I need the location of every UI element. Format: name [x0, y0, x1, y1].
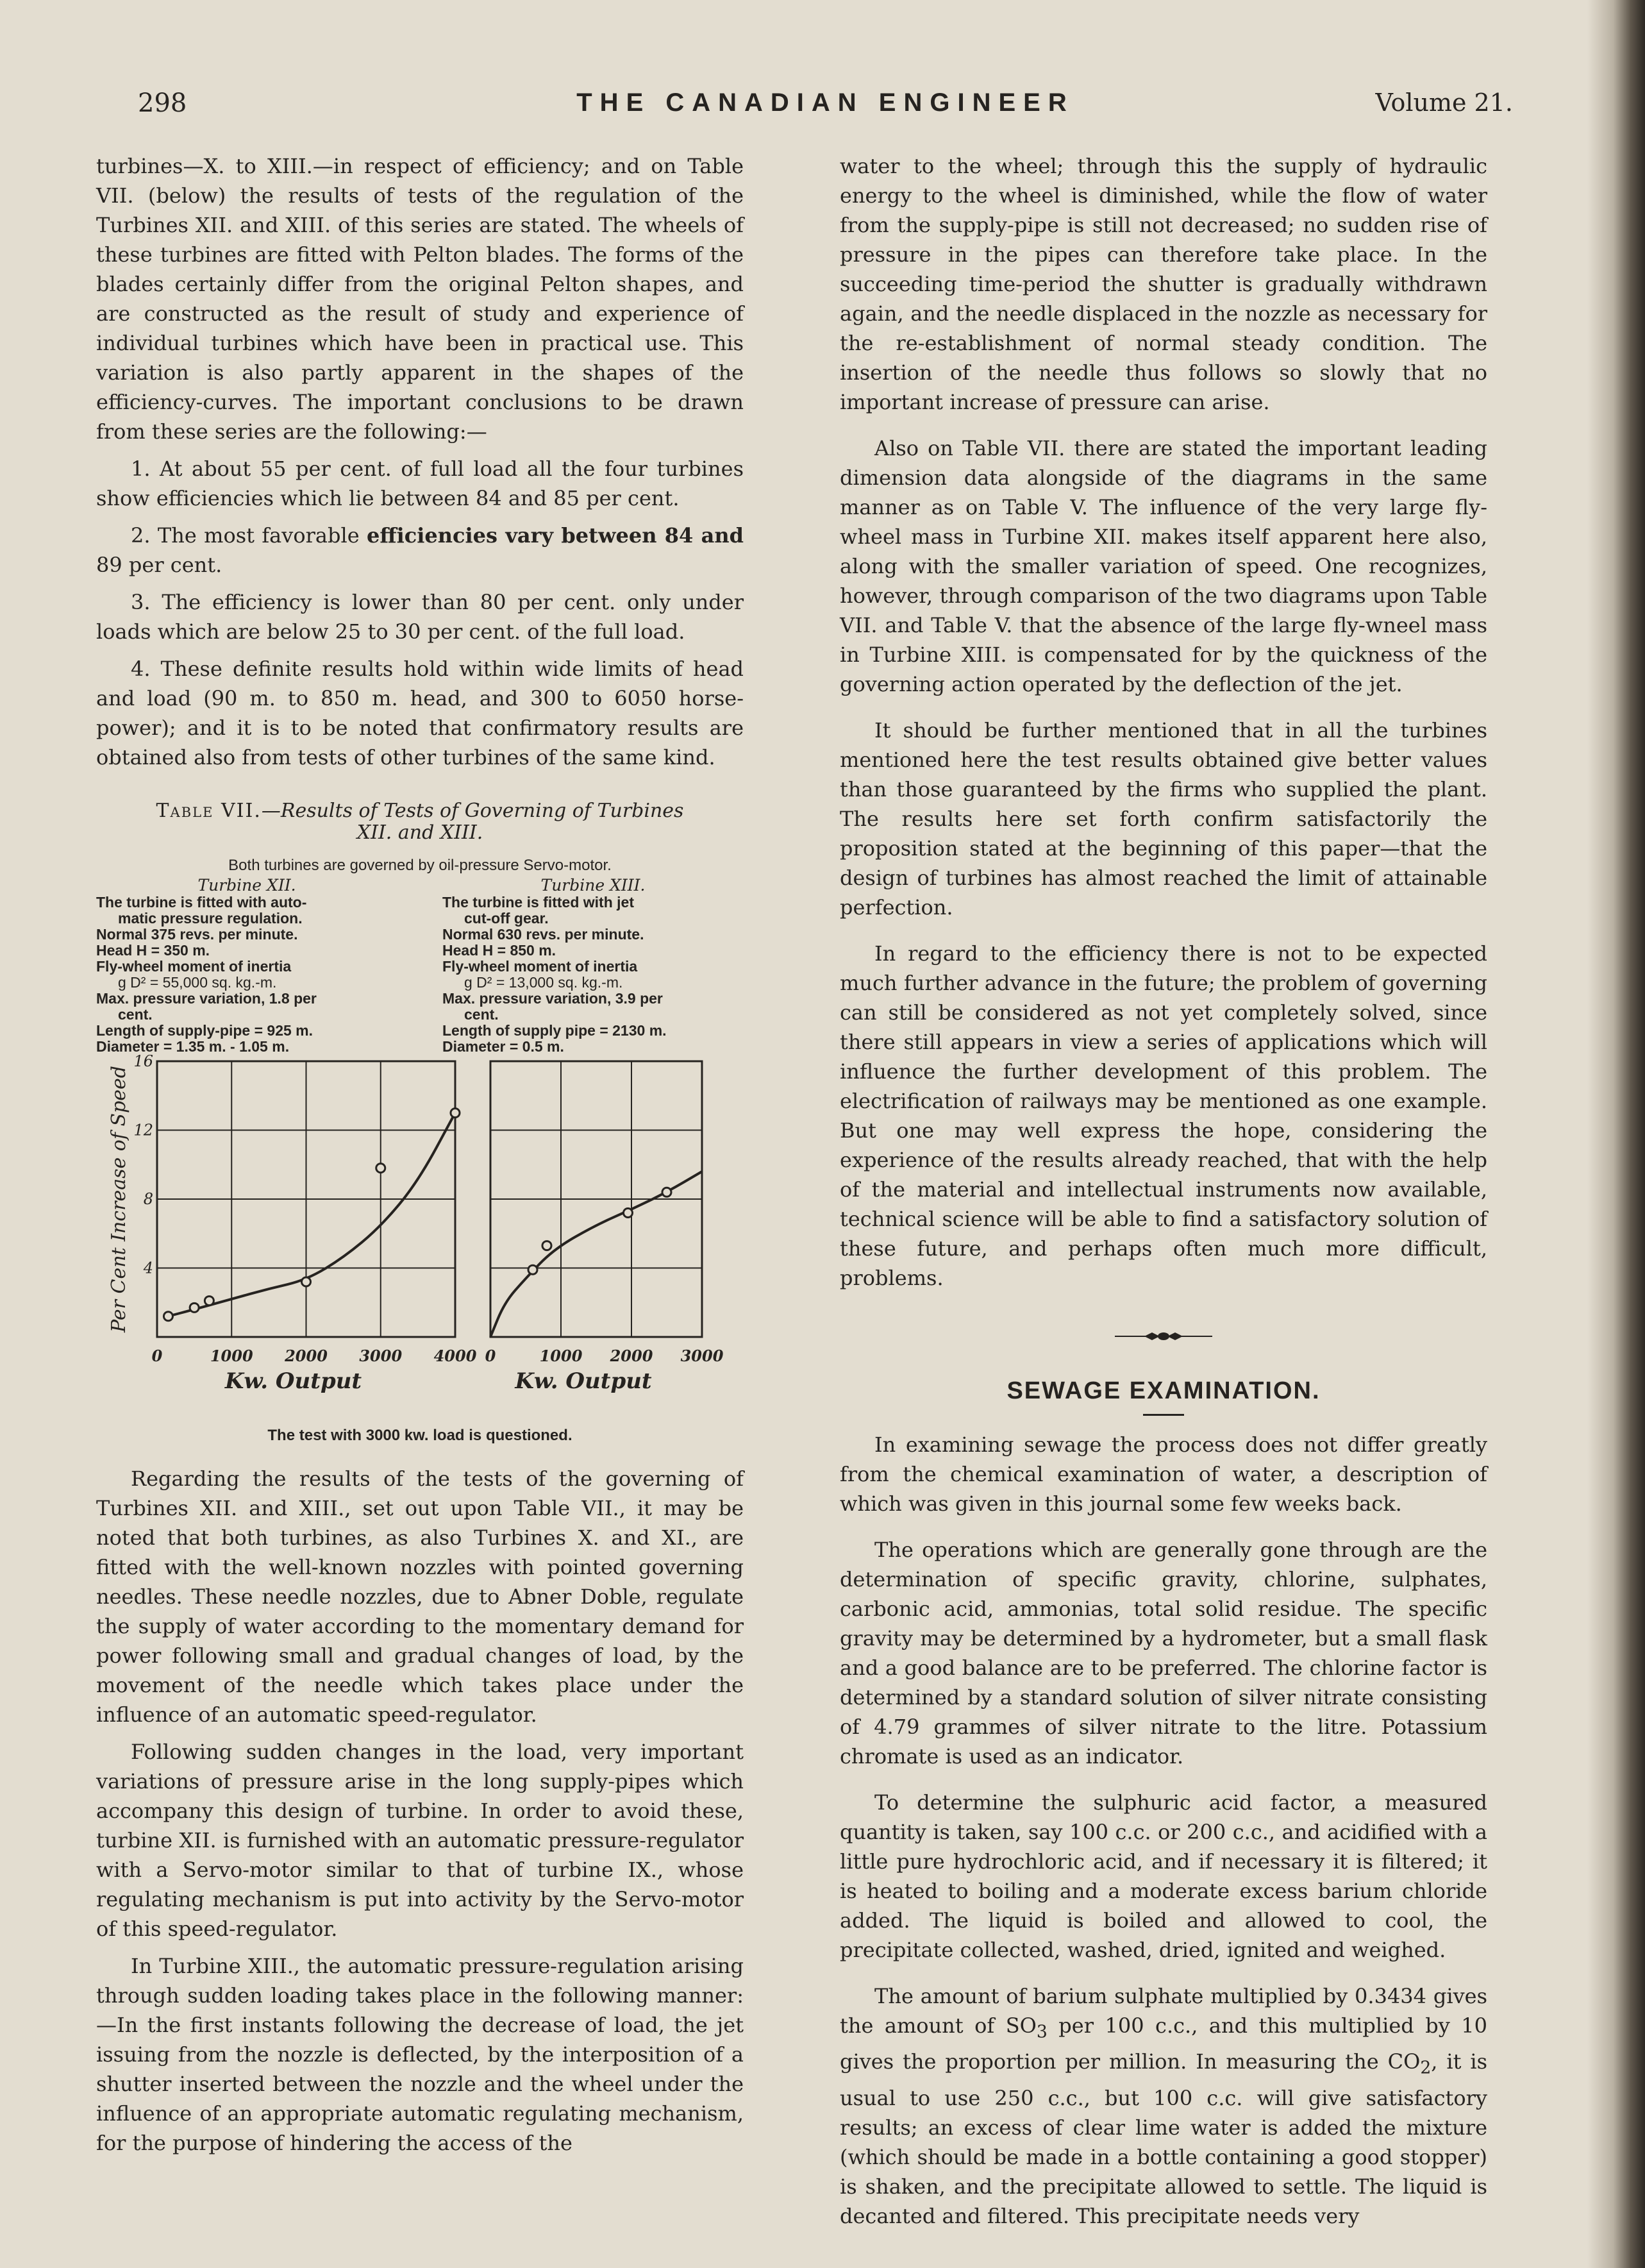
- right-column: [840, 151, 1487, 2231]
- spec-line: The turbine is fitted with jet: [442, 894, 634, 911]
- left-column: [96, 151, 744, 2158]
- paragraph: It should be further mentioned that in all the turbines mentioned here the test results obtained give better values than those guaranteed by the firms who supplied the plant. The results here set forth confirm satisfactorily the proposition stated at the beginning of this paper—that the design of turbines has almost reached the limit of attainable perfection.: [840, 718, 1487, 920]
- spec-line: Diameter = 0.5 m.: [442, 1038, 564, 1055]
- turbine-xii-spec: [96, 877, 397, 1055]
- data-point: [205, 1297, 213, 1306]
- x-tick-label: 3000: [359, 1347, 403, 1365]
- data-point: [542, 1241, 551, 1250]
- x-tick-label: 0: [485, 1347, 496, 1365]
- paragraph: turbines—X. to XIII.—in respect of efficiency; and on Table VII. (below) the results of tests of the regulation of the Turbines XII. and XIII. of this series are stated. The wheels of these turbines are fitted with Pelton blades. The forms of the blades certainly differ from the original Pelton shapes, and are constructed as the result of study and experience of individual turbines which have been in practical use. This variation is also partly apparent in the shapes of the efficiency-curves. The important conclusions to be drawn from these series are the following:—: [96, 154, 744, 444]
- page-number: 298: [138, 88, 187, 118]
- chart-footnote: The test with 3000 kw. load is questioned.: [267, 1427, 572, 1444]
- spec-line: cut-off gear.: [464, 910, 549, 927]
- paragraph: water to the wheel; through this the supply of hydraulic energy to the wheel is diminished, while the flow of water from the supply-pipe is still not decreased; no sudden rise of pressure in the pipes can therefore take place. In the succeeding time-period the shutter is gradually withdrawn again, and the needle displaced in the nozzle as necessary for the re-establishment of normal steady condition. The insertion of the needle thus follows so slowly that no important increase of pressure can arise.: [840, 154, 1487, 414]
- spec-line: matic pressure regulation.: [118, 910, 303, 927]
- y-tick-label: 8: [143, 1190, 153, 1208]
- section-rule: [1143, 1414, 1184, 1416]
- data-point: [376, 1164, 385, 1173]
- paragraph: In examining sewage the process does not differ greatly from the chemical examination of water, a description of which was given in this journal some few weeks back.: [840, 1432, 1487, 1516]
- table-title: Table VII.—Results of Tests of Governing of Turbines XII. and XIII.: [156, 800, 684, 844]
- paragraph: 1. At about 55 per cent. of full load all the four turbines show efficiencies which lie between 84 and 85 per cent.: [96, 457, 744, 510]
- data-point: [302, 1277, 311, 1286]
- data-point: [190, 1303, 199, 1312]
- paragraph: Following sudden changes in the load, very important variations of pressure arise in the long supply-pipes which accompany this design of turbine. In order to avoid these, turbine XII. is furnished with an automatic pressure-regulator with a Servo-motor similar to that of turbine IX., whose regulating mechanism is put into activity by the Servo-motor of this speed-regulator.: [96, 1740, 744, 1941]
- x-axis-label: Kw. Output: [515, 1368, 652, 1394]
- table-note: Both turbines are governed by oil-pressure Servo-motor.: [228, 857, 612, 874]
- binding-shadow: [1587, 0, 1645, 2268]
- series-curve: [168, 1113, 455, 1316]
- spec-line: g D² = 13,000 sq. kg.-m.: [464, 974, 623, 991]
- spec-line: Normal 375 revs. per minute.: [96, 926, 298, 943]
- spec-line: Length of supply-pipe = 925 m.: [96, 1022, 313, 1039]
- data-point: [624, 1209, 633, 1218]
- data-point: [662, 1188, 671, 1197]
- paragraph: Also on Table VII. there are stated the important leading dimension data alongside of the diagrams in the same manner as on Table V. The influence of the very large fly-wheel mass in Turbine XII. makes itself apparent here also, along with the smaller variation of speed. One recognizes, however, through comparison of the two diagrams upon Table VII. and Table V. that the absence of the large fly-wneel mass in Turbine XIII. is compensated for by the quickness of the governing action operated by the deflection of the jet.: [840, 436, 1487, 696]
- spec-line: Normal 630 revs. per minute.: [442, 926, 644, 943]
- paragraph: In regard to the efficiency there is not to be expected much further advance in the future; the problem of governing can still be considered as not yet completely solved, since there still appears in view a series of applications which will influence the further development of this problem. The electrification of railways may be mentioned as one example. But one may well express the hope, considering the experience of the results already reached, that with the help of the material and intellectual instruments now available, technical science will be able to find a satisfactory solution of these future, and perhaps often much more difficult, problems.: [840, 941, 1487, 1290]
- paragraph: 2. The most favorable efficiencies vary between 84 and 89 per cent.: [96, 523, 744, 577]
- journal-title: THE CANADIAN ENGINEER: [576, 88, 1074, 117]
- paragraph: To determine the sulphuric acid factor, a measured quantity is taken, say 100 c.c. or 200 c.c., and acidified with a little pure hydrochloric acid, and if necessary it is filtered; it is heated to boiling and a moderate excess barium chloride added. The liquid is boiled and allowed to cool, the precipitate collected, washed, dried, ignited and weighed.: [840, 1790, 1487, 1962]
- paragraph: The operations which are generally gone through are the determination of specific gravity, chlorine, sulphates, carbonic acid, ammonias, total solid residue. The specific gravity may be determined by a hydrometer, but a small flask and a good balance are to be preferred. The chlorine factor is determined by a standard solution of silver nitrate consisting of 4.79 grammes of silver nitrate to the litre. Potassium chromate is used as an indicator.: [840, 1538, 1487, 1768]
- data-point: [163, 1312, 172, 1321]
- x-tick-label: 0: [151, 1347, 163, 1365]
- x-tick-label: 2000: [610, 1347, 653, 1365]
- data-point: [451, 1109, 460, 1118]
- section-title: SEWAGE EXAMINATION.: [1006, 1377, 1321, 1404]
- spec-line: g D² = 55,000 sq. kg.-m.: [118, 974, 277, 991]
- table-vii: [96, 800, 744, 1445]
- governing-charts-svg: [96, 1055, 744, 1427]
- spec-line: Fly-wheel moment of inertia: [96, 958, 292, 975]
- spec-line: Max. pressure variation, 3.9 per: [442, 990, 663, 1007]
- spec-line: Length of supply pipe = 2130 m.: [442, 1022, 667, 1039]
- turbine-xiii-spec: [442, 877, 744, 1055]
- spec-line: Head H = 850 m.: [442, 942, 556, 959]
- y-tick-label: 16: [133, 1055, 153, 1070]
- section-ornament: [840, 1329, 1487, 1348]
- spec-line: Max. pressure variation, 1.8 per: [96, 990, 317, 1007]
- volume-label: Volume 21.: [1375, 88, 1513, 117]
- y-axis-label: Per Cent Increase of Speed: [108, 1066, 130, 1332]
- governing-charts: [96, 1055, 744, 1427]
- y-tick-label: 4: [143, 1259, 153, 1277]
- x-tick-label: 4000: [433, 1347, 477, 1365]
- spec-line: Head H = 350 m.: [96, 942, 210, 959]
- x-tick-label: 3000: [680, 1347, 724, 1365]
- paragraph: In Turbine XIII., the automatic pressure-regulation arising through sudden loading takes place in the following manner:—In the first instants following the decrease of load, the jet issuing from the nozzle is deflected, by the interposition of a shutter inserted between the nozzle and the wheel under the influence of an appropriate automatic regulating mechanism, for the purpose of hindering the access of the: [96, 1954, 744, 2155]
- turbine-xiii-heading: Turbine XIII.: [540, 876, 646, 895]
- ornament-divider-icon: [1112, 1329, 1215, 1344]
- paragraph: The amount of barium sulphate multiplied by 0.3434 gives the amount of $SO_3$ per 100 c.c., and this multiplied by 10 gives the proportion per million. In measuring the $CO_2$, it is usual to use 250 c.c., but 100 c.c. will give satisfactory results; an excess of clear lime water is added the mixture (which should be made in a bottle containing a good stopper) is shaken, and the precipitate allowed to settle. The liquid is decanted and filtered. This precipitate needs very: [840, 1984, 1488, 2228]
- paragraph: 3. The efficiency is lower than 80 per cent. only under loads which are below 25 to 30 per cent. of the full load.: [96, 590, 744, 644]
- paragraph: 4. These definite results hold within wide limits of head and load (90 m. to 850 m. head, and 300 to 6050 horse-power); and it is to be noted that confirmatory results are obtained also from tests of other turbines of the same kind.: [96, 657, 744, 769]
- spec-line: The turbine is fitted with auto-: [96, 894, 307, 911]
- paragraph: Regarding the results of the tests of the governing of Turbines XII. and XIII., set out upon Table VII., it may be noted that both turbines, as also Turbines X. and XI., are fitted with the well-known nozzles with pointed governing needles. These needle nozzles, due to Abner Doble, regulate the supply of water according to the momentary demand for power following small and gradual changes of load, by the movement of the needle which takes place under the influence of an automatic speed-regulator.: [96, 1466, 744, 1727]
- x-tick-label: 1000: [539, 1347, 583, 1365]
- spec-line: Fly-wheel moment of inertia: [442, 958, 638, 975]
- data-point: [528, 1265, 537, 1274]
- spec-line: cent.: [118, 1006, 153, 1023]
- spec-line: cent.: [464, 1006, 499, 1023]
- x-axis-label: Kw. Output: [224, 1368, 362, 1394]
- x-tick-label: 2000: [285, 1347, 328, 1365]
- x-tick-label: 1000: [210, 1347, 253, 1365]
- turbine-xii-heading: Turbine XII.: [197, 876, 296, 895]
- spec-line: Diameter = 1.35 m. - 1.05 m.: [96, 1038, 290, 1055]
- page-header: [138, 88, 1513, 127]
- y-tick-label: 12: [133, 1121, 153, 1139]
